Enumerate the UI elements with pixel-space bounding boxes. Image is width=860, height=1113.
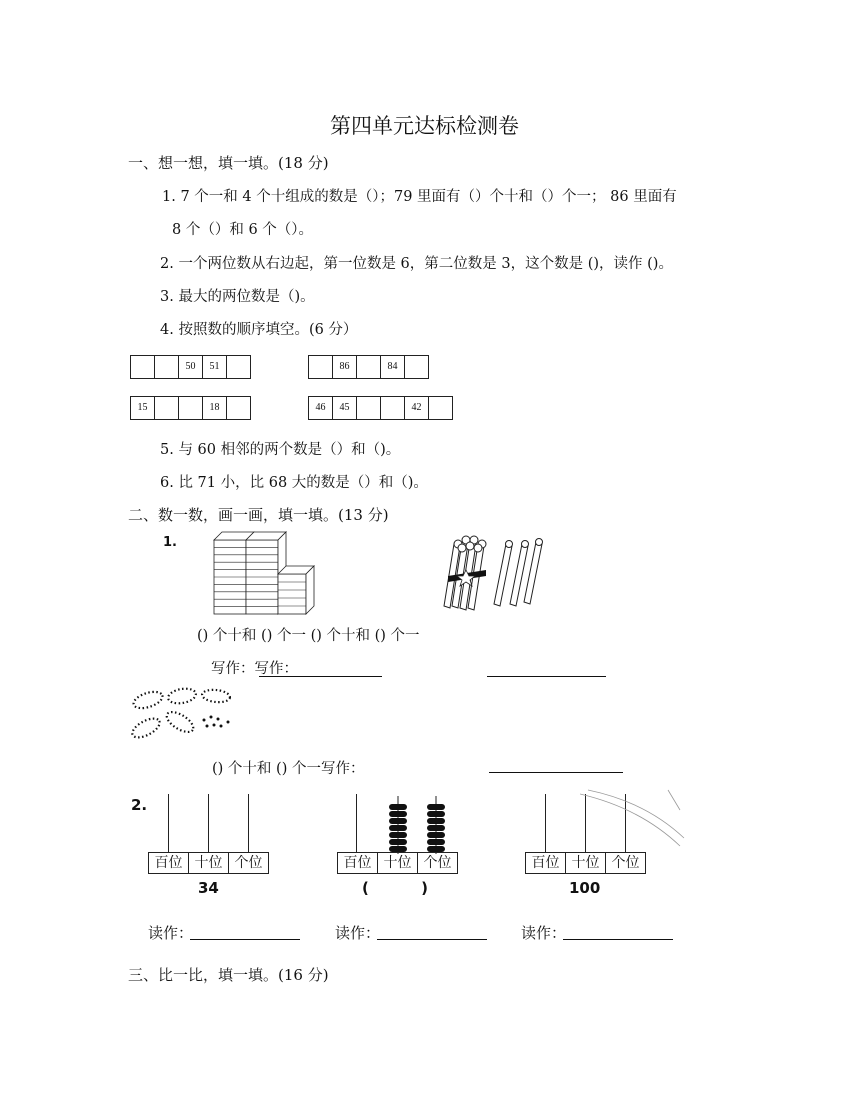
sequence-cell[interactable] [380,396,405,420]
sequence-cell[interactable] [226,396,251,420]
sequence-row-a [130,355,251,379]
place-hundreds: 百位 [525,852,566,874]
question-2-2-label: 2. [131,796,148,814]
question-1-5: 5. 与 60 相邻的两个数是（）和（)。 [160,442,401,458]
sequence-cell[interactable] [428,396,453,420]
abacus2-rod-hundreds [356,794,357,852]
abacus3-value: 100 [569,879,601,897]
sequence-cell: 46 [308,396,333,420]
sequence-cell[interactable] [356,355,381,379]
abacus1-value: 34 [198,879,219,897]
sequence-cell: 84 [380,355,405,379]
read-answer-line-1[interactable] [190,939,300,940]
abacus3-place-labels [525,852,646,874]
sequence-cell[interactable] [154,396,179,420]
place-ones: 个位 [417,852,458,874]
sequence-cell[interactable] [404,355,429,379]
sequence-cell[interactable] [178,396,203,420]
scan-artifact-arcs [580,788,686,848]
place-ones: 个位 [228,852,269,874]
base-ten-blocks-illustration [208,528,318,618]
sequence-cell[interactable] [226,355,251,379]
read-label-1: 读作： [148,924,194,942]
read-answer-line-2[interactable] [377,939,487,940]
sequence-cell: 42 [404,396,429,420]
place-tens: 十位 [377,852,418,874]
sequence-cell[interactable] [154,355,179,379]
sequence-cell: 18 [202,396,227,420]
question-1-4: 4. 按照数的顺序填空。(6 分） [160,322,358,338]
sequence-cell: 86 [332,355,357,379]
question-1-1: 1. 7 个一和 4 个十组成的数是（）；79 里面有（）个十和（）个一； 86 里面有 [162,189,677,205]
abacus1-rod-ones [248,794,249,852]
question-1-2: 2. 一个两位数从右边起，第一位数是 6，第二位数是 3，这个数是 ()，读作 ()。 [160,256,673,272]
question-1-6: 6. 比 71 小，比 68 大的数是（）和（)。 [160,475,428,491]
section2-heading: 二、数一数，画一画，填一填。(13 分) [128,506,389,524]
question-2-1-label: 1. [163,535,177,550]
abacus1-place-labels [148,852,269,874]
place-ones: 个位 [605,852,646,874]
question-1-1-cont: 8 个（）和 6 个（）。 [172,222,314,238]
abacus1-rod-tens [208,794,209,852]
read-label-2: 读作： [335,924,381,942]
abacus2-value[interactable]: ( ) [362,879,428,897]
abacus3-rod-hundreds [545,794,546,852]
sequence-cell[interactable] [356,396,381,420]
section3-heading: 三、比一比，填一填。(16 分) [128,966,329,984]
place-tens: 十位 [565,852,606,874]
place-hundreds: 百位 [148,852,189,874]
sequence-cell[interactable] [308,355,333,379]
section1-heading: 一、想一想，填一填。(18 分) [128,154,329,172]
abacus2-beads [386,796,446,854]
write-answer-line-1[interactable] [259,676,382,677]
abacus2-place-labels [337,852,458,874]
sequence-cell[interactable] [130,355,155,379]
bead-groups-illustration [128,684,238,746]
sequence-row-b [308,355,429,379]
write-label: 写作：写作： [211,661,298,677]
sequence-cell: 50 [178,355,203,379]
page-title: 第四单元达标检测卷 [330,114,519,138]
beads-write-answer-line[interactable] [489,772,623,773]
sequence-cell: 51 [202,355,227,379]
read-answer-line-3[interactable] [563,939,673,940]
write-answer-line-2[interactable] [487,676,606,677]
beads-caption: () 个十和 () 个一写作： [212,761,365,777]
bundled-sticks-illustration [436,532,548,614]
question-1-3: 3. 最大的两位数是（)。 [160,289,315,305]
blocks-caption: () 个十和 () 个一 () 个十和 () 个一 [197,628,420,644]
sequence-cell: 45 [332,396,357,420]
sequence-row-d [308,396,453,420]
sequence-cell: 15 [130,396,155,420]
abacus1-rod-hundreds [168,794,169,852]
read-label-3: 读作： [521,924,567,942]
place-tens: 十位 [188,852,229,874]
sequence-row-c [130,396,251,420]
place-hundreds: 百位 [337,852,378,874]
